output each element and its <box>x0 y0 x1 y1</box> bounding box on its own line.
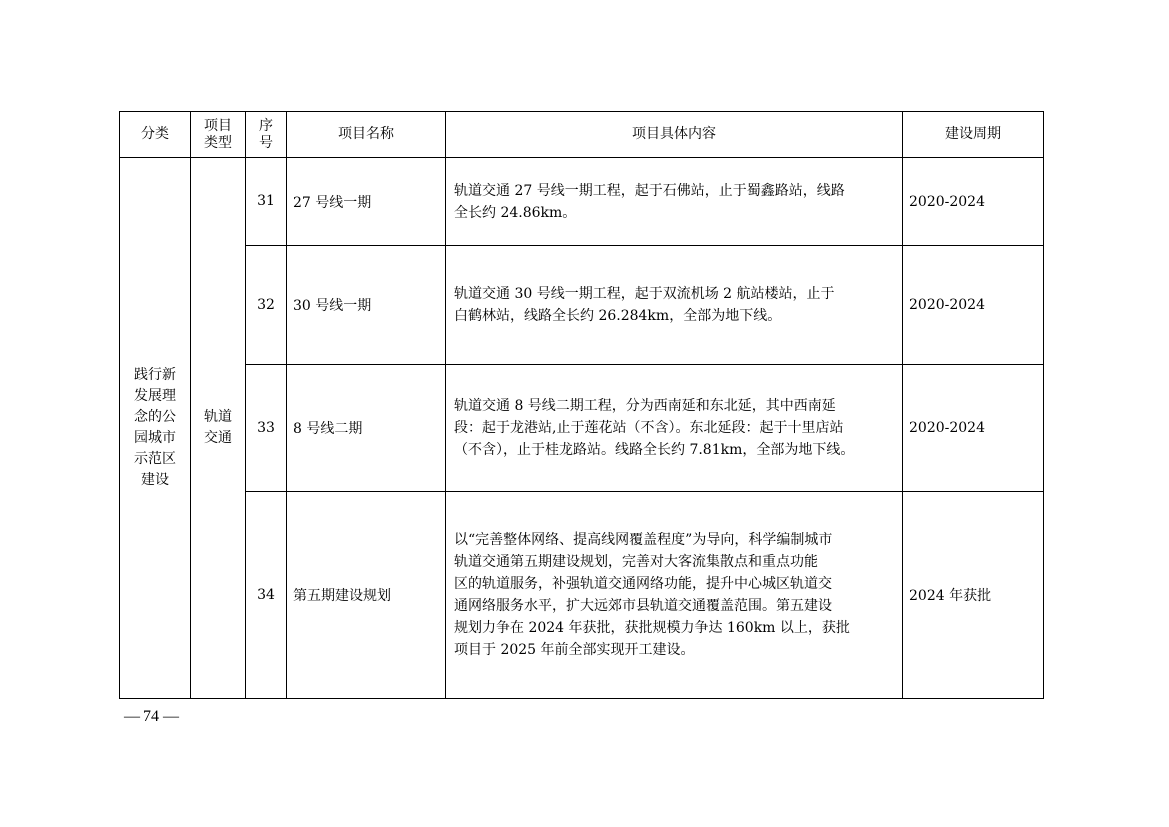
seq-cell: 34 <box>246 492 287 699</box>
category-cell: 践行新 发展理 念的公 园城市 示范区 建设 <box>120 158 191 699</box>
header-seq: 序 号 <box>246 112 287 158</box>
content-cell: 以“完善整体网络、提高线网覆盖程度”为导向，科学编制城市 轨道交通第五期建设规划，完善对大客流集散点和重点功能 区的轨道服务，补强轨道交通网络功能，提升中心城区轨道交 通网络服务水平，扩大远郊市县轨道交通覆盖范围。第五建设 规划力争在 2024 年获批，获批规模力争达 160km 以上，获批 项目于 2025 年前全部实现开工建设。 <box>446 492 903 699</box>
page-number: — 74 — <box>124 708 178 725</box>
seq-cell: 32 <box>246 246 287 365</box>
table-row <box>120 246 1044 365</box>
period-cell: 2020-2024 <box>903 365 1044 492</box>
content-cell: 轨道交通 8 号线二期工程，分为西南延和东北延，其中西南延 段：起于龙港站,止于莲花站（不含）。东北延段：起于十里店站 （不含），止于桂龙路站。线路全长约 7.81km，全部为地下线。 <box>446 365 903 492</box>
seq-cell: 33 <box>246 365 287 492</box>
name-cell: 27 号线一期 <box>287 158 446 246</box>
content-cell: 轨道交通 27 号线一期工程，起于石佛站，止于蜀鑫路站，线路 全长约 24.86km。 <box>446 158 903 246</box>
header-type: 项目 类型 <box>191 112 246 158</box>
header-content: 项目具体内容 <box>446 112 903 158</box>
content-cell: 轨道交通 30 号线一期工程，起于双流机场 2 航站楼站，止于 白鹤林站，线路全长约 26.284km，全部为地下线。 <box>446 246 903 365</box>
period-cell: 2024 年获批 <box>903 492 1044 699</box>
type-cell: 轨道 交通 <box>191 158 246 699</box>
name-cell: 30 号线一期 <box>287 246 446 365</box>
name-cell: 第五期建设规划 <box>287 492 446 699</box>
name-cell: 8 号线二期 <box>287 365 446 492</box>
period-cell: 2020-2024 <box>903 158 1044 246</box>
header-name: 项目名称 <box>287 112 446 158</box>
table-row <box>120 158 1044 246</box>
table-header-row <box>120 112 1044 158</box>
project-table <box>119 111 1044 699</box>
header-category: 分类 <box>120 112 191 158</box>
period-cell: 2020-2024 <box>903 246 1044 365</box>
table-row <box>120 492 1044 699</box>
seq-cell: 31 <box>246 158 287 246</box>
header-period: 建设周期 <box>903 112 1044 158</box>
table-row <box>120 365 1044 492</box>
